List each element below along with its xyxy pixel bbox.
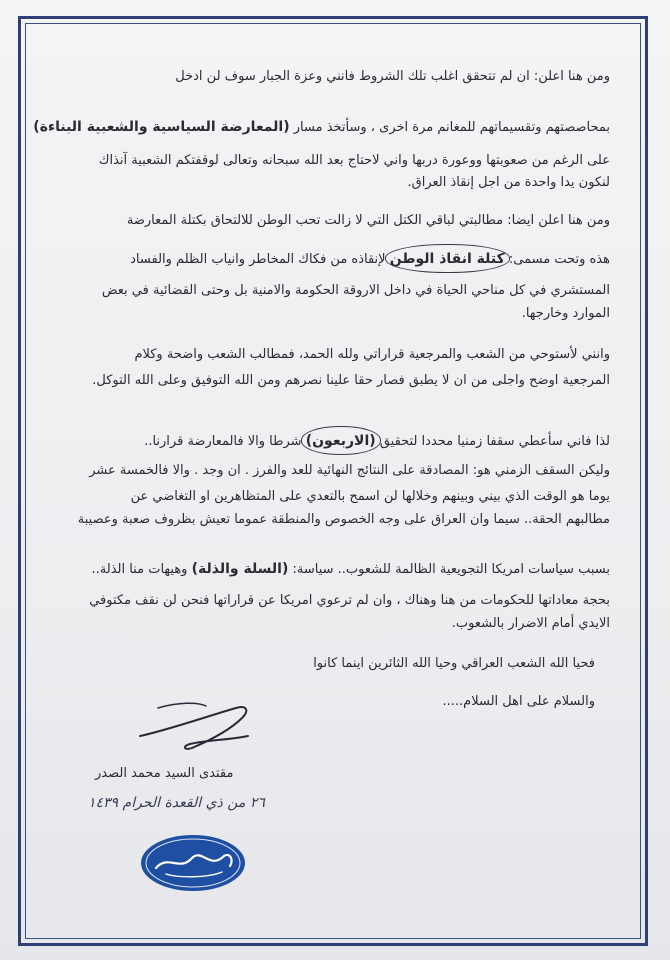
para2-line2 [130, 250, 610, 269]
handwritten-circled-bloc-name: كتلة انقاذ الوطن [390, 250, 505, 268]
para4-line7: الايدي أمام الاضرار بالشعوب. [451, 616, 610, 631]
para2-line3: المستشري في كل مناحي الحياة في داخل الاروقة الحكومة والامنية بل وحتى القضائية في بعض [101, 283, 610, 298]
para4-line4: مطالبهم الحقة.. سيما وان العراق على وجه الخصوص والمنطقة عموما تعيش بظروف صعبة وعصيبة [77, 512, 610, 527]
handwritten-circled-forty: (الاربعون) [306, 432, 376, 450]
para4-line5-rest: وهيهات منا الذلة.. [91, 562, 188, 577]
para1-line2 [33, 118, 610, 137]
para4-line5 [92, 560, 611, 579]
para1-line4: لنكون يدا واحدة من اجل إنقاذ العراق. [407, 175, 610, 190]
seal-stamp-icon [138, 832, 248, 894]
para3-line1: وانني لأستوحي من الشعب والمرجعية قراراتي ولله الحمد، فمطالب الشعب واضحة وكلام [134, 347, 610, 362]
para2-line2-rest: لإنقاذه من فكاك المخاطر وانياب الظلم والفساد [130, 252, 386, 267]
para4-line5-text: بسبب سياسات امريكا التجويعية الظالمة للشعوب.. سياسة: [292, 562, 610, 577]
para4-line3: يوما هو الوقت الذي بيني وبينهم وخلالها لن اسمح بالتعدي على المتظاهرين او التغاضي عن [130, 489, 610, 504]
para3-line2: المرجعية اوضح واجلى من ان لا يطبق فصار حقا علينا نصرهم ومن الله التوفيق وعلى الله التوكل. [92, 373, 610, 388]
closing-line2: والسلام على اهل السلام..... [442, 694, 595, 709]
para1-line3: على الرغم من صعوبتها ووعورة دربها واني لاحتاج بعد الله سبحانه وتعالى لوقفتكم الشعبية آنذاك [98, 153, 610, 168]
para4-line6: بحجة معاداتها للحكومات من هنا وهناك ، وان لم ترعوي امريكا عن قراراتها فنحن لن نقف مكتوفي [89, 593, 610, 608]
closing-line1: فحيا الله الشعب العراقي وحيا الله الثائرين اينما كانوا [313, 656, 595, 671]
para1-line2-text: بمحاصصتهم وتقسيماتهم للمغانم مرة اخرى ، وسأتخذ مسار [293, 120, 610, 135]
para4-line1-rest: شرطا والا فالمعارضة قرارنا.. [144, 434, 302, 449]
signatory-name: مقتدى السيد محمد الصدر [95, 766, 234, 781]
signature-scribble-icon [128, 696, 268, 758]
para2-line1: ومن هنا اعلن ايضا: مطالبتي لباقي الكتل التي لا زالت تحب الوطن للالتحاق بكتلة المعارضة [126, 213, 610, 228]
para4-line1 [144, 432, 610, 451]
para2-line2-text: هذه وتحت مسمى: [508, 252, 610, 267]
para4-line2: وليكن السقف الزمني هو: المصادقة على النتائج النهائية للعد والفرز . ان وجد . والا فالخمسة عشر [89, 463, 610, 478]
para4-line1-text: لذا فاني سأعطي سقفا زمنيا محددا لتحقيق [379, 434, 610, 449]
basket-humiliation-phrase: (السلة والذلة) [191, 561, 289, 577]
political-opposition-phrase: (المعارضة السياسية والشعبية البناءة) [33, 119, 290, 135]
signature-date: ٢٦ من ذي القعدة الحرام ١٤٣٩ [88, 795, 265, 811]
para2-line4: الموارد وخارجها. [521, 306, 610, 321]
para1-line1: ومن هنا اعلن: ان لم تتحقق اغلب تلك الشروط فانني وعزة الجبار سوف لن ادخل [175, 69, 610, 84]
